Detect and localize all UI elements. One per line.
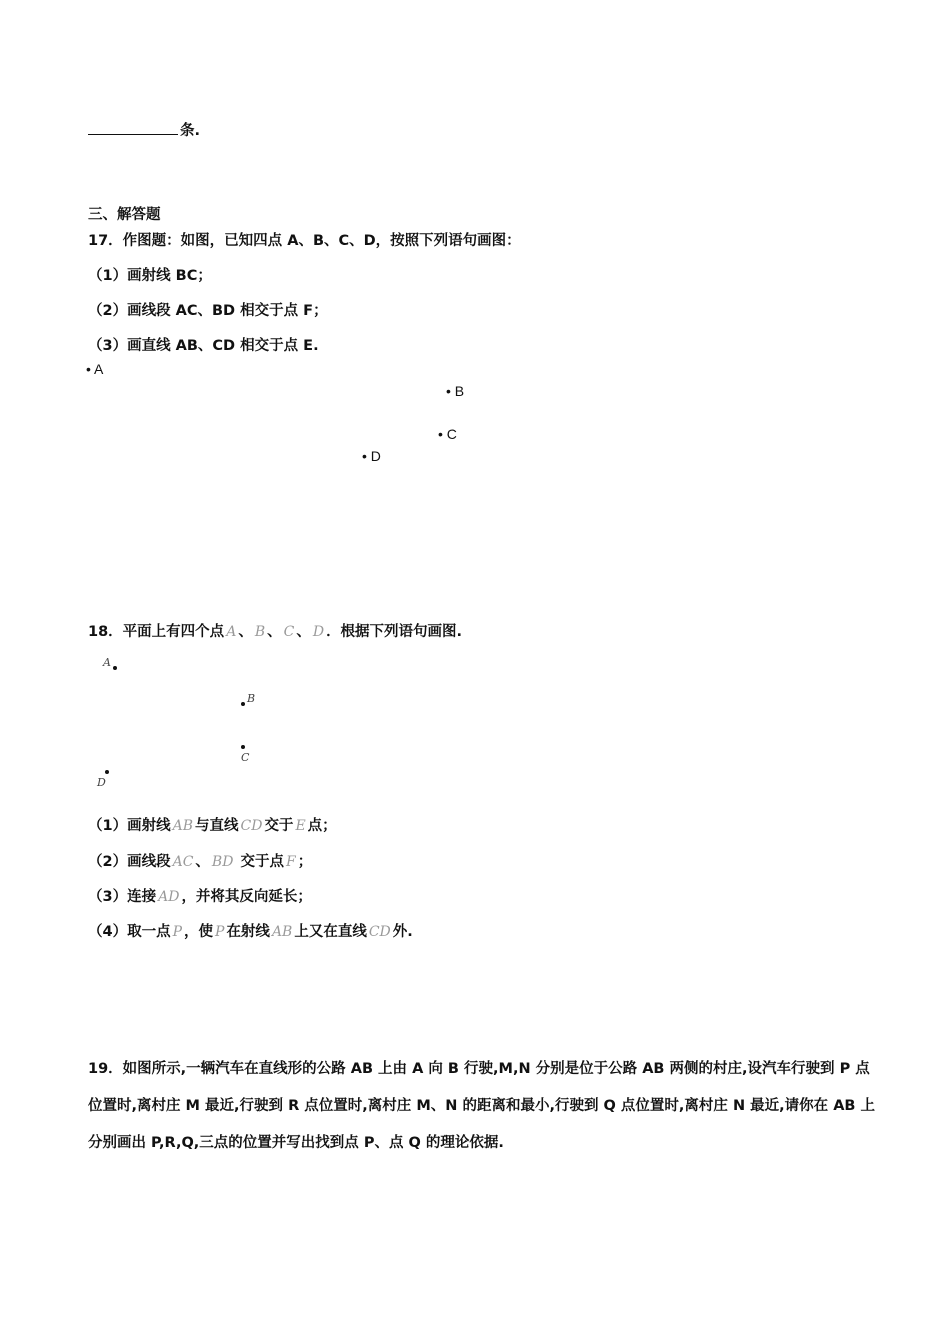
q17-stem: 17．作图题：如图，已知四点 A、B、C、D，按照下列语句画图：	[88, 233, 521, 249]
q17-point-b: • B	[446, 383, 465, 399]
q18-label-c: C	[241, 751, 250, 764]
q18-label-b: B	[247, 692, 256, 705]
q18-item-3: （3）连接 AD ，并将其反向延长；	[88, 889, 312, 905]
answer-blank	[88, 120, 178, 135]
q18-dot-c	[241, 745, 245, 749]
q17-point-c: • C	[438, 426, 457, 442]
q17-point-a: • A	[86, 361, 104, 377]
section-title: 三、解答题	[88, 207, 161, 223]
q18-dot-d	[105, 770, 109, 774]
q18-item-2: （2）画线段 AC 、 BD 交于点 F ；	[88, 854, 313, 870]
q17-item-2: （2）画线段 AC、BD 相交于点 F；	[88, 303, 328, 319]
q19-text: 19．如图所示,一辆汽车在直线形的公路 AB 上由 A 向 B 行驶,M,N 分别是位于公路 AB 两侧的村庄,设汽车行驶到 P 点位置时,离村庄 M 最近,行驶到 R 点位置时,离村庄 M、N 的距离和最小,行驶到 Q 点位置时,离村庄 N 最近,请你在 AB 上分别画出 P,R,Q,三点的位置并写出找到点 P、点 Q 的理论依据.	[88, 1061, 876, 1151]
previous-answer-line	[88, 119, 200, 140]
var-a: A	[226, 624, 237, 640]
q17-item-3: （3）画直线 AB、CD 相交于点 E.	[88, 338, 319, 354]
q18-stem: 18．平面上有四个点 A 、 B 、 C 、 D ．根据下列语句画图.	[88, 624, 463, 640]
q17-item-1: （1）画射线 BC；	[88, 268, 212, 284]
q17-point-d: • D	[362, 448, 381, 464]
var-d: D	[312, 624, 325, 640]
q18-dot-a	[113, 666, 117, 670]
q18-dot-b	[241, 702, 245, 706]
q18-item-4: （4）取一点 P ，使 P 在射线 AB 上又在直线 CD 外.	[88, 924, 413, 940]
q18-label-a: A	[103, 656, 111, 669]
var-c: C	[283, 624, 295, 640]
var-b: B	[254, 624, 266, 640]
previous-tail-text: 条.	[180, 123, 201, 139]
q18-label-d: D	[97, 776, 106, 789]
q18-item-1: （1）画射线 AB 与直线 CD 交于 E 点；	[88, 818, 337, 834]
